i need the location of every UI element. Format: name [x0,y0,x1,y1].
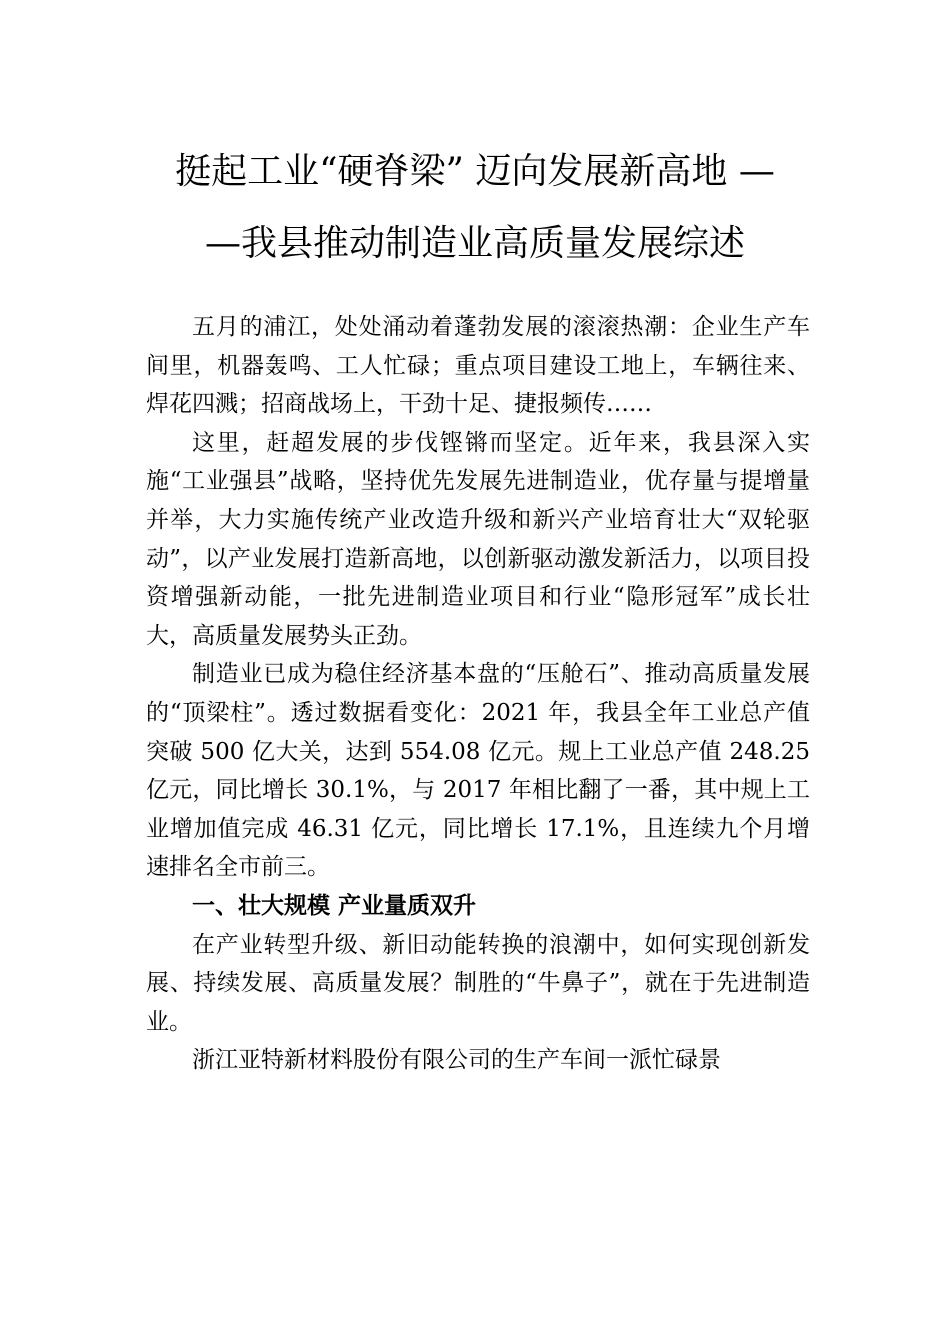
paragraph-strategy: 这里，赶超发展的步伐铿锵而坚定。近年来，我县深入实施“工业强县”战略，坚持优先发展先进制造业，优存量与提增量并举，大力实施传统产业改造升级和新兴产业培育壮大“双轮驱动”，以产业发展打造新高地，以创新驱动激发新活力，以项目投资增强新动能，一批先进制造业项目和行业“隐形冠军”成长壮大，高质量发展势头正劲。 [146,429,810,649]
title-line-1: 挺起工业“硬脊梁” 迈向发展新高地 — [175,151,775,192]
paragraph-data: 制造业已成为稳住经济基本盘的“压舱石”、推动高质量发展的“顶梁柱”。透过数据看变化：2021 年，我县全年工业总产值突破 500 亿大关，达到 554.08 亿元。规上工业总产值 248.25 亿元，同比增长 30.1%，与 2017 年相比翻了一番，其中规上工业增加值完成 46.31 亿元，同比增长 17.1%，且连续九个月增速排名全市前三。 [146,661,810,881]
paragraph-section-2: 浙江亚特新材料股份有限公司的生产车间一派忙碌景 [192,1047,721,1074]
paragraph-section-1: 在产业转型升级、新旧动能转换的浪潮中，如何实现创新发展、持续发展、高质量发展？制胜的“牛鼻子”，就在于先进制造业。 [146,931,810,1035]
section-heading: 一、壮大规模 产业量质双升 [192,892,477,919]
document-title [110,136,840,280]
paragraph-intro: 五月的浦江，处处涌动着蓬勃发展的滚滚热潮：企业生产车间里，机器轰鸣、工人忙碌；重点项目建设工地上，车辆往来、焊花四溅；招商战场上，干劲十足、捷报频传…… [146,314,810,418]
article-body [146,308,810,1080]
title-line-2: —我县推动制造业高质量发展综述 [204,223,745,264]
